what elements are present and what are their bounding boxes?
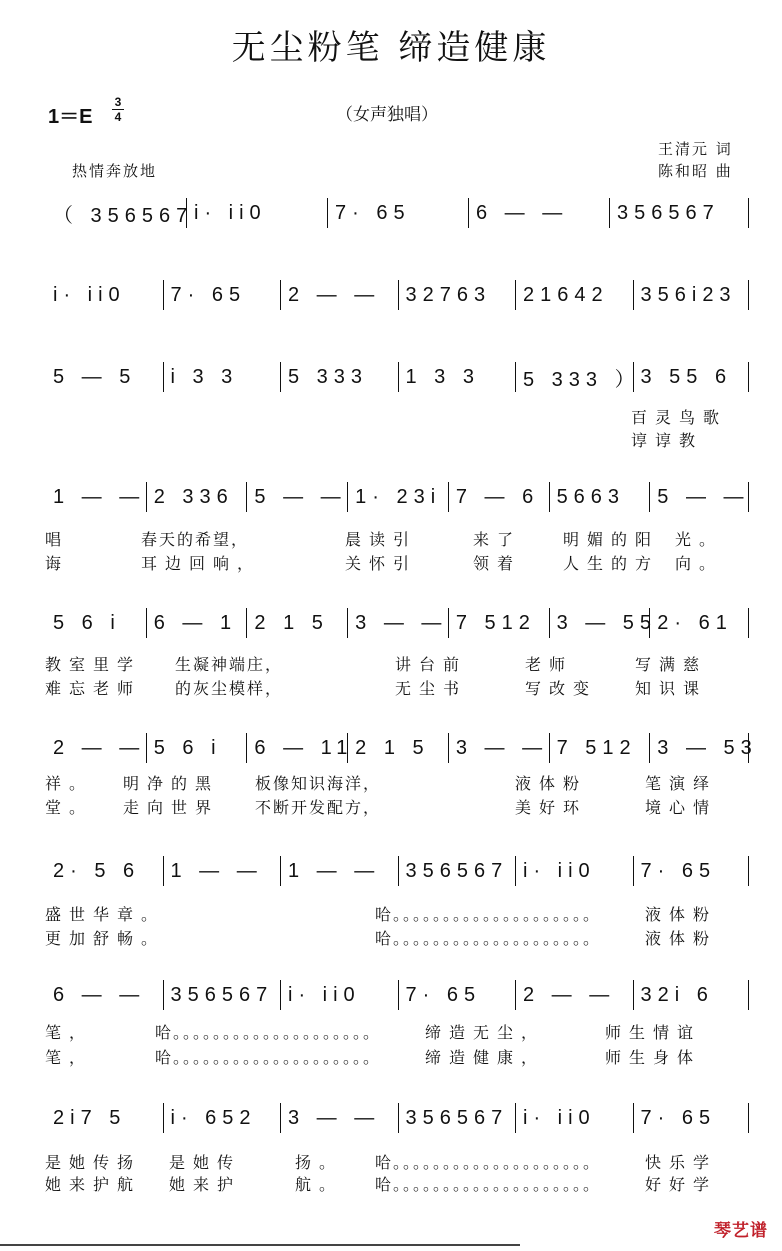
lyric-segment: 写满慈 [635,655,708,674]
barline [163,980,164,1010]
barline [163,856,164,886]
barline [163,280,164,310]
measure: i· ii0 [523,859,596,882]
barline [649,482,650,512]
score-system [45,482,750,512]
lyric-segment: 明净的黑 [123,774,220,793]
barline [748,856,749,886]
lyric-segment: 明媚的阳 [563,530,660,549]
measure: 2 — — [53,736,146,759]
barline [398,856,399,886]
measure: 3 — — [288,1106,381,1129]
lyric-line [45,1045,750,1067]
barline [748,980,749,1010]
measure: 6 — — [53,983,146,1006]
barline [327,198,328,228]
lyric-segment: 祥。 [45,774,94,793]
lyric-segment: 液体粉 [645,929,718,948]
lyric-line [45,771,750,793]
lyric-segment: 航。 [295,1175,344,1194]
barline [748,733,749,763]
barline [633,856,634,886]
barline [163,1103,164,1133]
lyric-segment: 哈。。。。。。。。。。。。。。。。。。。。 [375,929,602,948]
measure: 6 — — [476,201,569,224]
barline [347,482,348,512]
lyric-line [45,902,750,924]
barline [398,362,399,392]
lyric-segment: 堂。 [45,798,94,817]
lyric-segment: 笔演绎 [645,774,718,793]
measure: 356i23 [640,283,737,306]
measure: i· 652 [170,1106,257,1129]
barline [748,482,749,512]
barline [549,733,550,763]
lyric-segment: 唱 [45,530,70,549]
lyric-segment: 生凝神端庄， [175,655,284,674]
lyric-segment: 美好环 [515,798,588,817]
measure: 3 — — [455,736,549,759]
measure: 7· 65 [335,201,411,224]
barline [748,280,749,310]
lyric-line [45,1172,750,1194]
barline [649,733,650,763]
score-system [45,198,750,228]
lyric-segment: 的灰尘模样， [175,679,284,698]
lyric-segment: 板像知识海洋， [255,774,382,793]
measure: 5663 [556,485,626,508]
barline [398,280,399,310]
measure: i· ii0 [194,201,267,224]
lyric-segment: 知识课 [635,679,708,698]
score-system [45,1103,750,1133]
lyric-segment: 领着 [473,554,522,573]
barline [347,608,348,638]
barline [515,362,516,392]
measure: 2 336 [153,485,234,508]
lyric-segment: 哈。。。。。。。。。。。。。。。。。。。。 [375,905,602,924]
measure: 1 — — [170,859,263,882]
score-system [45,733,758,763]
lyric-segment: 哈。。。。。。。。。。。。。。。。。。。。 [155,1023,382,1042]
lyric-segment: 写改变 [525,679,598,698]
lyric-line [45,795,750,817]
lyric-segment: 光。 [675,530,724,549]
measure: 21642 [523,283,609,306]
lyric-segment: 哈。。。。。。。。。。。。。。。。。。。。 [375,1153,602,1172]
measure: 5 — 5 [53,365,137,388]
lyric-line [45,926,750,948]
barline [280,362,281,392]
measure: 32763 [405,283,492,306]
lyric-segment: 耳边回响， [141,554,262,573]
lyric-segment: 液体粉 [645,905,718,924]
barline [246,482,247,512]
barline [633,980,634,1010]
lyric-segment: 人生的方 [563,554,660,573]
time-top: 3 [114,95,122,109]
barline [633,1103,634,1133]
measure: 7 — 6 [455,485,540,508]
barline [448,733,449,763]
lyric-line [45,527,750,549]
score-system [45,980,750,1010]
measure: 2 — — [288,283,381,306]
lyric-segment: 老师 [525,655,574,674]
measure: 7· 65 [640,1106,717,1129]
barline [515,280,516,310]
lyric-segment: 液体粉 [515,774,588,793]
lyric-segment: 来了 [473,530,522,549]
tempo-marking: 热情奔放地 [72,162,158,180]
lyric-segment: 讲台前 [395,655,468,674]
measure: 1 — — [288,859,381,882]
lyric-segment: 难忘老师 [45,679,142,698]
lyric-segment: 哈。。。。。。。。。。。。。。。。。。。。 [155,1048,382,1067]
measure: 1 3 3 [405,365,480,388]
barline [633,280,634,310]
measure: 2 1 5 [254,611,329,634]
lyric-line [45,676,750,698]
measure: 5 — — [657,485,750,508]
measure: 356567 [405,859,509,882]
measure: 356567 [405,1106,509,1129]
time-bottom: 4 [114,110,122,124]
lyric-segment: 师生身体 [605,1048,702,1067]
measure: i· ii0 [288,983,361,1006]
lyric-segment: 百灵鸟歌 [631,408,728,427]
lyric-line [45,1020,750,1042]
measure: 356567 [617,201,720,224]
barline [549,608,550,638]
barline [146,733,147,763]
measure: 1 — — [53,485,146,508]
measure: 5 6 i [153,736,222,759]
barline [146,608,147,638]
watermark-logo: 琴艺谱 [714,1221,768,1241]
key-signature: 1＝E [48,106,93,128]
barline [748,362,749,392]
lyric-segment: 缔造无尘， [425,1023,546,1042]
barline [609,198,610,228]
barline [468,198,469,228]
lyric-segment: 向。 [675,554,724,573]
measure: 3 — 53 [657,736,758,759]
measure: 7· 65 [405,983,482,1006]
lyric-segment: 她来护 [169,1175,242,1194]
voice-type: （女声独唱） [336,105,438,125]
score-system [45,856,750,886]
measure: 356567 [170,983,274,1006]
lyric-segment: 更加舒畅。 [45,929,166,948]
score-system [45,280,750,310]
score-system [45,362,750,392]
measure: 5 333 ） [523,368,641,391]
lyric-segment: 诲 [45,554,70,573]
barline [280,980,281,1010]
lyric-segment: 春天的希望， [141,530,250,549]
lyric-segment: 境心情 [645,798,718,817]
barline [280,280,281,310]
lyric-line [45,551,750,573]
measure: 7 512 [556,736,637,759]
lyric-segment: 好好学 [645,1175,718,1194]
barline [280,856,281,886]
lyric-segment: 走向世界 [123,798,220,817]
barline [347,733,348,763]
barline [748,1103,749,1133]
lyric-segment: 哈。。。。。。。。。。。。。。。。。。。。 [375,1175,602,1194]
measure: 5 333 [288,365,369,388]
composer-credit: 陈和昭 曲 [658,162,733,180]
lyric-segment: 师生情谊 [605,1023,702,1042]
measure: 2· 5 6 [53,859,141,882]
measure: 7· 65 [640,859,717,882]
measure: i· ii0 [523,1106,596,1129]
lyric-segment: 她来护航 [45,1175,142,1194]
barline [146,482,147,512]
barline [163,362,164,392]
measure: i 3 3 [170,365,239,388]
measure: 2· 61 [657,611,733,634]
lyric-segment: 谆谆教 [631,431,704,450]
measure: 32i 6 [640,983,714,1006]
barline [549,482,550,512]
measure: 6 — 1 [153,611,238,634]
lyric-line [45,428,750,450]
lyric-segment: 快乐学 [645,1153,718,1172]
lyric-segment: 笔， [45,1048,94,1067]
barline [186,198,187,228]
measure: 5 6 i [53,611,121,634]
page-bottom-rule [0,1244,520,1246]
lyric-segment: 不断开发配方， [255,798,382,817]
barline [649,608,650,638]
barline [633,362,634,392]
score-system [45,608,750,638]
barline [280,1103,281,1133]
barline [748,198,749,228]
lyric-segment: 关怀引 [345,554,418,573]
barline [748,608,749,638]
lyric-segment: 教室里学 [45,655,142,674]
song-title: 无尘粉笔 缔造健康 [231,28,551,68]
measure: 7· 65 [170,283,247,306]
barline [515,980,516,1010]
barline [448,482,449,512]
barline [515,856,516,886]
lyric-segment: 笔， [45,1023,94,1042]
lyric-segment: 晨读引 [345,530,418,549]
measure: 3 — 55 [556,611,658,634]
time-signature [112,96,124,123]
measure: 2 1 5 [355,736,430,759]
lyric-line [45,405,750,427]
lyric-segment: 扬。 [295,1153,344,1172]
barline [398,980,399,1010]
lyric-segment: 是她传扬 [45,1153,142,1172]
barline [246,733,247,763]
measure: i· ii0 [53,283,126,306]
barline [448,608,449,638]
measure: 1· 23i [355,485,442,508]
barline [398,1103,399,1133]
measure: 7 512 [455,611,536,634]
lyric-segment: 缔造健康， [425,1048,546,1067]
lyric-line [45,1150,750,1172]
measure: 2i7 5 [53,1106,127,1129]
measure: （ 356567 [53,204,194,227]
measure: 3 55 6 [640,365,733,388]
lyric-line [45,652,750,674]
lyric-segment: 是她传 [169,1153,242,1172]
barline [246,608,247,638]
barline [515,1103,516,1133]
lyric-segment: 无尘书 [395,679,468,698]
measure: 6 — 11 [254,736,354,759]
lyric-segment: 盛世华章。 [45,905,166,924]
measure: 5 — — [254,485,347,508]
lyricist-credit: 王清元 词 [658,140,733,158]
measure: 3 — — [355,611,448,634]
measure: 2 — — [523,983,616,1006]
